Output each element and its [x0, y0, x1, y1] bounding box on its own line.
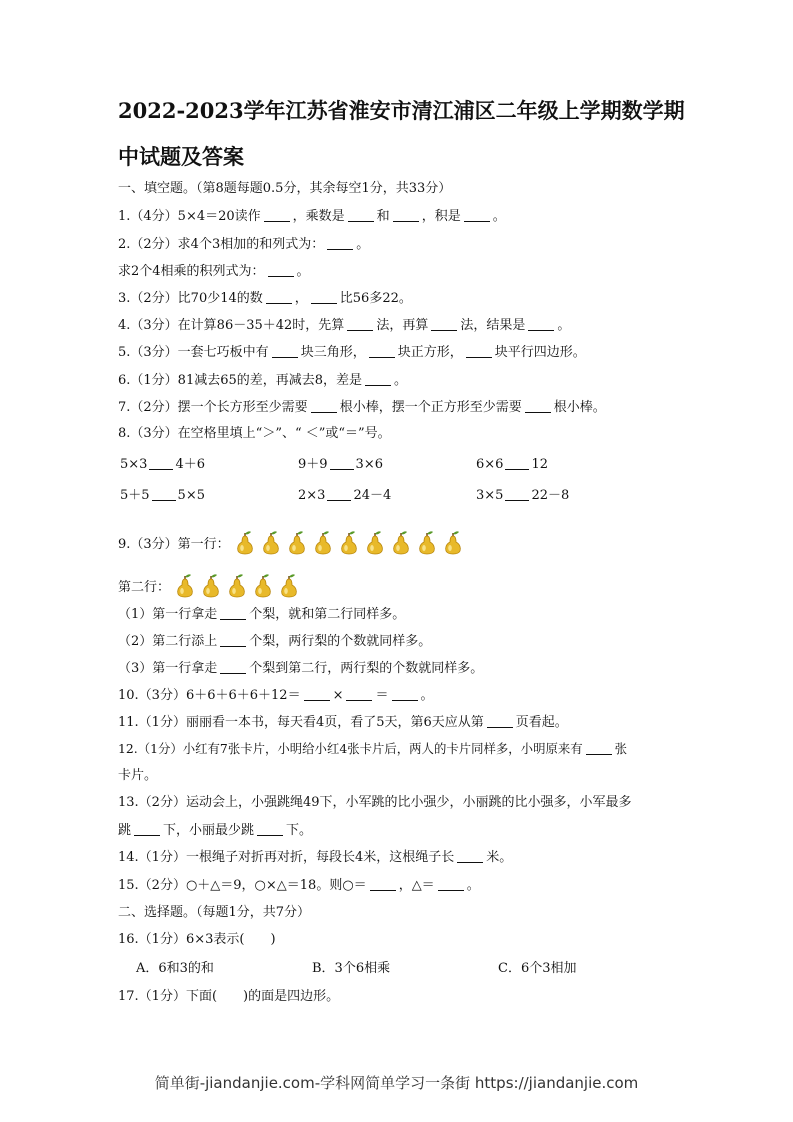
answer-blank[interactable]	[505, 457, 529, 470]
question-13: 13.（2分）运动会上，小强跳绳49下，小军跳的比小强少，小丽跳的比小强多，小军最多	[118, 795, 632, 810]
answer-blank[interactable]	[330, 457, 354, 470]
question-2a: 2.（2分）求4个3相加的和列式为： 。	[118, 237, 370, 252]
answer-blank[interactable]	[466, 345, 492, 358]
compare-item: 5×3 4＋6	[120, 457, 205, 472]
question-16: 16.（1分）6×3表示( )	[118, 932, 276, 947]
answer-blank[interactable]	[431, 318, 457, 331]
pear-icon	[338, 528, 360, 556]
answer-blank[interactable]	[220, 634, 246, 647]
option-b[interactable]: B．3个6相乘	[312, 961, 391, 976]
compare-item: 6×6 12	[476, 457, 548, 472]
pear-icon	[312, 528, 334, 556]
question-3: 3.（2分）比70少14的数 ， 比56多22。	[118, 291, 412, 306]
answer-blank[interactable]	[311, 291, 337, 304]
answer-blank[interactable]	[369, 345, 395, 358]
doc-title-line1: 2022-2023学年江苏省淮安市清江浦区二年级上学期数学期	[118, 98, 685, 123]
question-9-row2: 第二行：	[118, 571, 300, 599]
compare-item: 5＋5 5×5	[120, 488, 205, 503]
answer-blank[interactable]	[347, 318, 373, 331]
answer-blank[interactable]	[392, 688, 418, 701]
section-choice-heading: 二、选择题。（每题1分，共7分）	[118, 905, 311, 920]
question-17: 17.（1分）下面( )的面是四边形。	[118, 989, 340, 1004]
question-4: 4.（3分）在计算86－35＋42时，先算 法，再算 法，结果是 。	[118, 318, 571, 333]
pear-row-2	[174, 571, 300, 599]
answer-blank[interactable]	[438, 878, 464, 891]
answer-blank[interactable]	[487, 715, 513, 728]
answer-blank[interactable]	[348, 209, 374, 222]
question-6: 6.（1分）81减去65的差，再减去8，差是 。	[118, 373, 408, 388]
pear-row-1	[234, 528, 464, 556]
answer-blank[interactable]	[586, 742, 612, 755]
question-13-cont: 跳 下，小丽最少跳 下。	[118, 823, 313, 838]
answer-blank[interactable]	[327, 237, 353, 250]
answer-blank[interactable]	[220, 661, 246, 674]
question-7: 7.（2分）摆一个长方形至少需要 根小棒，摆一个正方形至少需要 根小棒。	[118, 400, 606, 415]
pear-icon	[226, 571, 248, 599]
answer-blank[interactable]	[264, 209, 290, 222]
pear-icon	[390, 528, 412, 556]
compare-item: 3×5 22－8	[476, 488, 570, 503]
answer-blank[interactable]	[346, 688, 372, 701]
answer-blank[interactable]	[457, 850, 483, 863]
answer-blank[interactable]	[393, 209, 419, 222]
pear-icon	[364, 528, 386, 556]
question-1: 1.（4分）5×4＝20读作 ，乘数是 和 ，积是 。	[118, 209, 506, 224]
answer-blank[interactable]	[505, 488, 529, 501]
pear-icon	[278, 571, 300, 599]
answer-blank[interactable]	[365, 373, 391, 386]
compare-item: 2×3 24－4	[298, 488, 392, 503]
question-9-row1: 9.（3分）第一行：	[118, 528, 464, 556]
question-8: 8.（3分）在空格里填上“＞”、“ ＜”或“＝”号。	[118, 426, 391, 441]
answer-blank[interactable]	[152, 488, 176, 501]
question-9-part1: （1）第一行拿走 个梨，就和第二行同样多。	[118, 607, 406, 622]
section-fill-blank-heading: 一、填空题。（第8题每题0.5分，其余每空1分，共33分）	[118, 181, 452, 196]
page-footer: 简单街-jiandanjie.com-学科网简单学习一条街 https://jiandanjie.com	[154, 1074, 639, 1092]
answer-blank[interactable]	[528, 318, 554, 331]
answer-blank[interactable]	[257, 823, 283, 836]
answer-blank[interactable]	[134, 823, 160, 836]
question-5: 5.（3分）一套七巧板中有 块三角形， 块正方形， 块平行四边形。	[118, 345, 586, 360]
pear-icon	[286, 528, 308, 556]
question-11: 11.（1分）丽丽看一本书，每天看4页，看了5天，第6天应从第 页看起。	[118, 715, 568, 730]
answer-blank[interactable]	[268, 264, 294, 277]
question-10: 10.（3分）6＋6＋6＋6＋12＝ × ＝ 。	[118, 688, 434, 703]
answer-blank[interactable]	[304, 688, 330, 701]
answer-blank[interactable]	[220, 607, 246, 620]
answer-blank[interactable]	[525, 400, 551, 413]
answer-blank[interactable]	[272, 345, 298, 358]
answer-blank[interactable]	[464, 209, 490, 222]
pear-icon	[200, 571, 222, 599]
pear-icon	[416, 528, 438, 556]
question-9-part2: （2）第二行添上 个梨，两行梨的个数就同样多。	[118, 634, 432, 649]
question-2b: 求2个4相乘的积列式为： 。	[118, 264, 310, 279]
option-a[interactable]: A．6和3的和	[136, 961, 214, 976]
question-12: 12.（1分）小红有7张卡片，小明给小红4张卡片后，两人的卡片同样多，小明原来有 张	[118, 741, 628, 756]
answer-blank[interactable]	[327, 488, 351, 501]
answer-blank[interactable]	[149, 457, 173, 470]
pear-icon	[260, 528, 282, 556]
pear-icon	[442, 528, 464, 556]
answer-blank[interactable]	[311, 400, 337, 413]
question-12-cont: 卡片。	[118, 768, 158, 783]
compare-item: 9＋9 3×6	[298, 457, 383, 472]
question-9-part3: （3）第一行拿走 个梨到第二行，两行梨的个数就同样多。	[118, 661, 484, 676]
pear-icon	[174, 571, 196, 599]
answer-blank[interactable]	[266, 291, 292, 304]
question-14: 14.（1分）一根绳子对折再对折，每段长4米，这根绳子长 米。	[118, 850, 513, 865]
pear-icon	[234, 528, 256, 556]
answer-blank[interactable]	[370, 878, 396, 891]
option-c[interactable]: C．6个3相加	[498, 961, 577, 976]
doc-title-line2: 中试题及答案	[118, 144, 244, 169]
pear-icon	[252, 571, 274, 599]
question-15: 15.（2分）○＋△＝9，○×△＝18。则○＝ ，△＝ 。	[118, 878, 480, 893]
